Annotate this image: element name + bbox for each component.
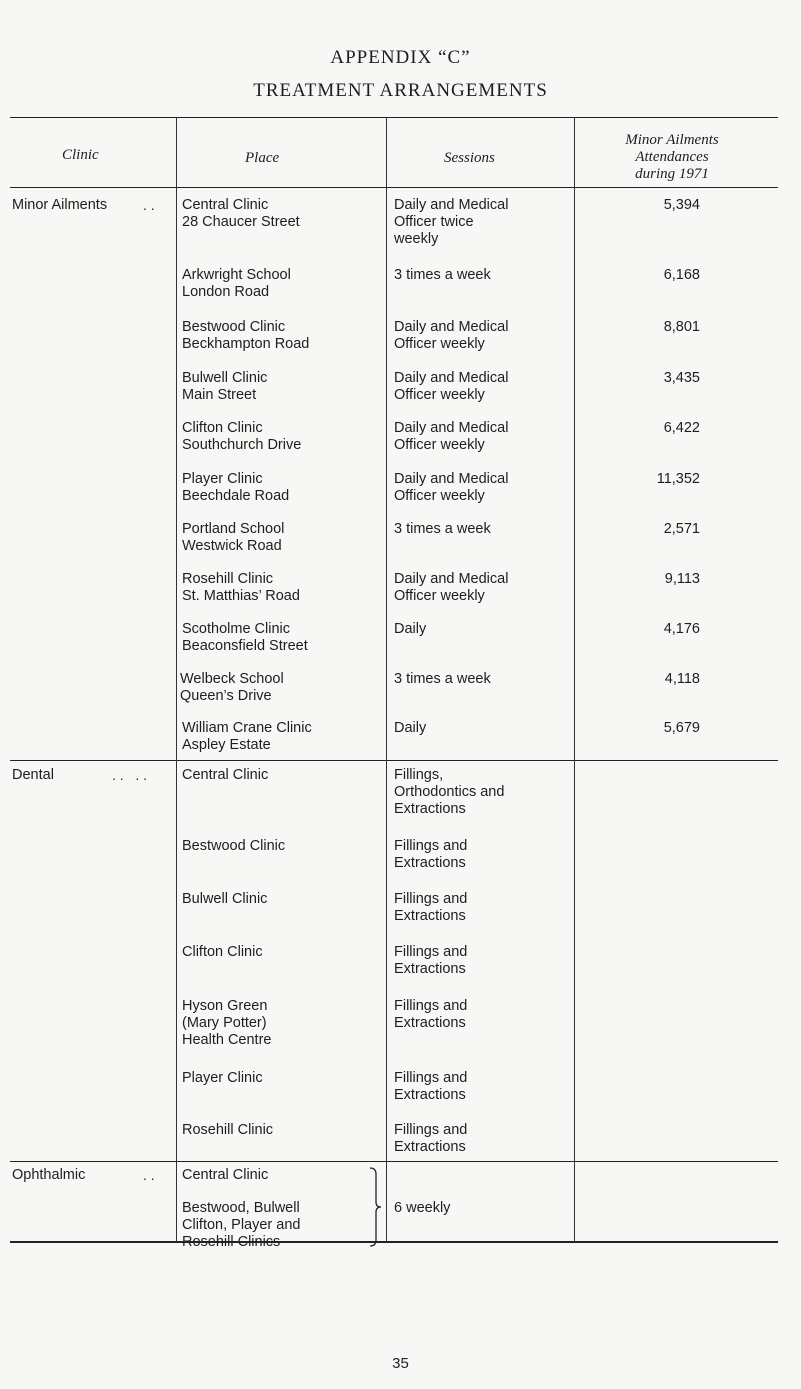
place-cell: Bulwell Clinic Main Street bbox=[182, 370, 268, 403]
sessions-cell: Fillings and Extractions bbox=[394, 1070, 468, 1103]
sessions-cell: Fillings and Extractions bbox=[394, 838, 468, 871]
place-line: Central Clinic bbox=[182, 1167, 269, 1183]
place-cell: Arkwright School London Road bbox=[182, 267, 291, 300]
place-cell: Bestwood Clinic Beckhampton Road bbox=[182, 319, 310, 352]
attendance-count: 4,118 bbox=[664, 671, 700, 687]
sessions-cell: Daily and Medical Officer weekly bbox=[394, 420, 509, 453]
column-header-clinic: Clinic bbox=[62, 147, 99, 163]
place-cell: Central Clinic 28 Chaucer Street bbox=[182, 197, 300, 230]
place-cell: Bestwood Clinic bbox=[182, 838, 286, 854]
leader-dots: . . bbox=[143, 1167, 155, 1183]
sessions-cell: Daily bbox=[394, 720, 427, 736]
leader-dots: . . bbox=[143, 197, 155, 213]
sessions-cell: Daily and Medical Officer weekly bbox=[394, 571, 509, 604]
place-line: Rosehill Clinics bbox=[182, 1234, 281, 1250]
attendance-count: 2,571 bbox=[663, 521, 700, 537]
sessions-cell: Daily and Medical Officer twice weekly bbox=[394, 197, 509, 247]
header-rule bbox=[10, 187, 778, 188]
attendance-count: 5,394 bbox=[663, 197, 700, 213]
sessions-cell: Daily and Medical Officer weekly bbox=[394, 319, 509, 352]
sessions-cell: 3 times a week bbox=[394, 267, 491, 283]
page-subtitle: TREATMENT ARRANGEMENTS bbox=[253, 80, 548, 101]
sessions-cell: Daily bbox=[394, 621, 427, 637]
place-cell: Bulwell Clinic bbox=[182, 891, 268, 907]
clinic-label-dental: Dental bbox=[12, 767, 54, 783]
place-cell: Clifton Clinic Southchurch Drive bbox=[182, 420, 302, 453]
column-divider bbox=[176, 117, 177, 1241]
place-cell: Welbeck School Queen’s Drive bbox=[180, 671, 284, 704]
attendance-count: 8,801 bbox=[663, 319, 700, 335]
column-header-place: Place bbox=[245, 150, 280, 166]
place-line: Clifton, Player and bbox=[182, 1217, 301, 1233]
sessions-cell: Fillings, Orthodontics and Extractions bbox=[394, 767, 505, 817]
sessions-cell: 3 times a week bbox=[394, 521, 491, 537]
attendance-count: 6,168 bbox=[663, 267, 700, 283]
dental-divider-rule bbox=[10, 760, 778, 761]
place-cell: Portland School Westwick Road bbox=[182, 521, 285, 554]
right-brace-icon bbox=[368, 1166, 382, 1248]
attendance-count: 4,176 bbox=[663, 621, 700, 637]
place-line: Bestwood, Bulwell bbox=[182, 1200, 300, 1216]
place-cell: Player Clinic bbox=[182, 1070, 263, 1086]
attendance-count: 5,679 bbox=[663, 720, 700, 736]
page-title: APPENDIX “C” bbox=[330, 47, 471, 68]
attendance-count: 3,435 bbox=[663, 370, 700, 386]
sessions-cell: Fillings and Extractions bbox=[394, 1122, 468, 1155]
sessions-cell: Fillings and Extractions bbox=[394, 944, 468, 977]
place-cell: Rosehill Clinic bbox=[182, 1122, 274, 1138]
attendance-count: 9,113 bbox=[664, 571, 700, 587]
page-number: 35 bbox=[392, 1355, 409, 1372]
place-cell: William Crane Clinic Aspley Estate bbox=[182, 720, 312, 753]
place-cell: Central Clinic bbox=[182, 767, 269, 783]
attendance-count: 6,422 bbox=[663, 420, 700, 436]
clinic-label-ophthalmic: Ophthalmic bbox=[12, 1167, 86, 1183]
column-header-sessions: Sessions bbox=[444, 150, 495, 166]
sessions-cell: Daily and Medical Officer weekly bbox=[394, 370, 509, 403]
column-divider bbox=[574, 117, 575, 1241]
clinic-label-minor-ailments: Minor Ailments bbox=[12, 197, 108, 213]
place-cell: Scotholme Clinic Beaconsfield Street bbox=[182, 621, 308, 654]
leader-dots: . . . . bbox=[112, 767, 148, 783]
sessions-cell: Fillings and Extractions bbox=[394, 891, 468, 924]
attendance-count: 11,352 bbox=[656, 471, 700, 487]
sessions-cell: Fillings and Extractions bbox=[394, 998, 468, 1031]
sessions-cell: 3 times a week bbox=[394, 671, 491, 687]
sessions-cell: Daily and Medical Officer weekly bbox=[394, 471, 509, 504]
place-cell: Rosehill Clinic St. Matthias’ Road bbox=[182, 571, 300, 604]
ophthalmic-divider-rule bbox=[10, 1161, 778, 1162]
place-cell: Clifton Clinic bbox=[182, 944, 263, 960]
place-cell: Player Clinic Beechdale Road bbox=[182, 471, 290, 504]
table-top-rule bbox=[10, 117, 778, 118]
column-divider bbox=[386, 117, 387, 1241]
column-header-attendances: Minor Ailments Attendances during 1971 bbox=[625, 132, 719, 182]
table-bottom-rule bbox=[10, 1241, 778, 1243]
sessions-cell: 6 weekly bbox=[394, 1200, 451, 1216]
place-cell: Hyson Green (Mary Potter) Health Centre bbox=[182, 998, 272, 1048]
